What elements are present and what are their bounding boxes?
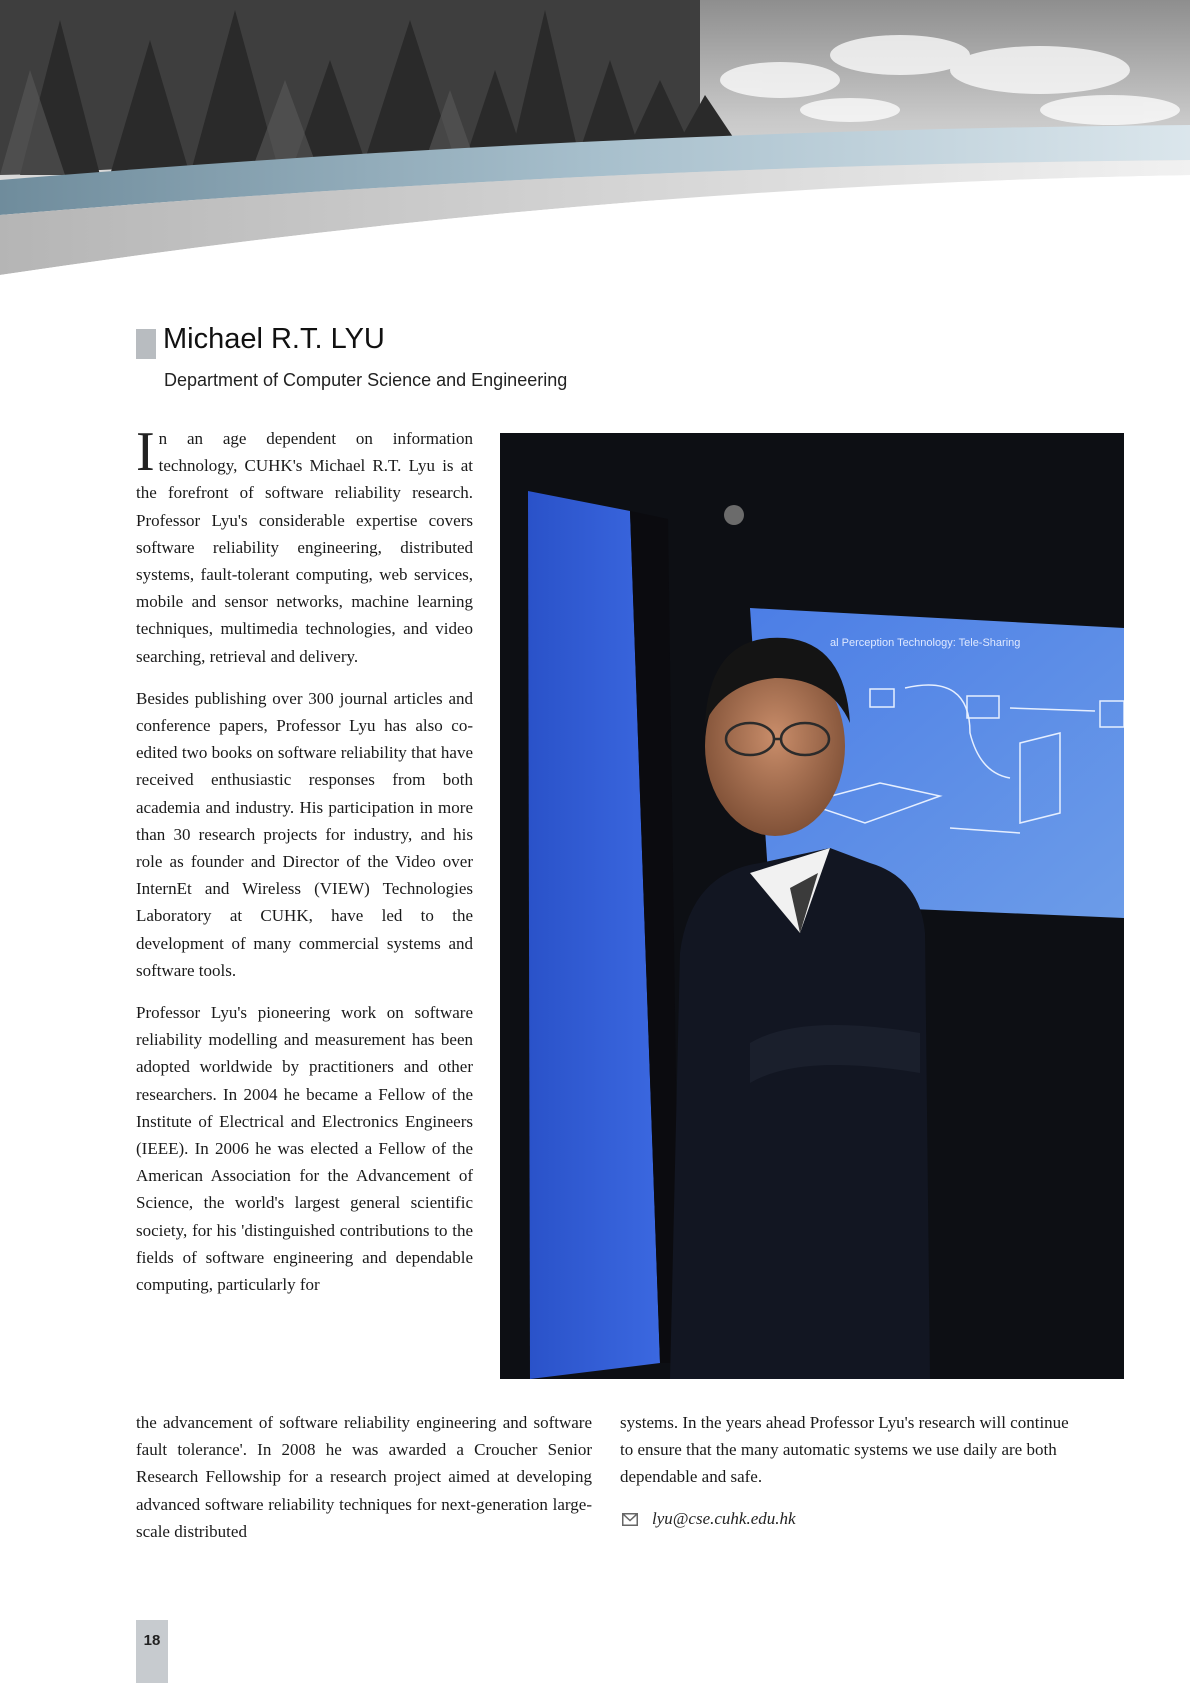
title-accent-bar	[136, 329, 156, 359]
contact-email-row[interactable]	[622, 1509, 796, 1529]
department-name: Department of Computer Science and Engineering	[164, 370, 568, 390]
article-paragraph-3: Professor Lyu's pioneering work on software reliability modelling and measurement has been adopted worldwide by practitioners and other researchers. In 2004 he became a Fellow of the Institute of Electrical and Electronics Engineers (IEEE). In 2006 he was elected a Fellow of the American Association for the Advancement of Science, the world's largest general scientific society, for his 'distinguished contributions to the fields of software engineering and dependable computing, particularly for	[136, 1003, 473, 1295]
article-paragraph-1-text: n an age dependent on information technology, CUHK's Michael R.T. Lyu is at the forefront of software reliability research. Professor Lyu's considerable expertise covers software reliability engineering, distributed systems, fault-tolerant computing, web services, mobile and sensor networks, machine learning techniques, multimedia technologies, and video searching, retrieval and delivery.	[136, 429, 473, 666]
article-paragraph-2: Besides publishing over 300 journal articles and conference papers, Professor Lyu has also co-edited two books on software reliability that have received enthusiastic responses from both academia and industry. His participation in more than 30 research projects for industry, and his role as founder and Director of the Video over InternEt and Wireless (VIEW) Technologies Laboratory at CUHK, have led to the development of many commercial systems and software tools.	[136, 688, 473, 980]
article-narrow-column	[136, 421, 473, 1313]
header-banner-image	[0, 0, 1190, 290]
email-link[interactable]: lyu@cse.cuhk.edu.hk	[652, 1509, 796, 1528]
drop-cap: I	[136, 421, 155, 483]
article-paragraph-3-continued: the advancement of software reliability engineering and software fault tolerance'. In 2008 he was awarded a Croucher Senior Research Fellowship for a research project aimed at developing advanced software reliability techniques for next-generation large-scale distributed	[136, 1413, 592, 1541]
slide-title: al Perception Technology: Tele-Sharing	[830, 637, 1021, 649]
page-number-box	[136, 1620, 168, 1683]
portrait-photo	[500, 433, 1124, 1379]
profile-name: Michael R.T. LYU	[163, 323, 385, 355]
page-number: 18	[143, 1632, 161, 1649]
mail-icon	[622, 1513, 638, 1526]
article-paragraph-3-end: systems. In the years ahead Professor Lyu's research will continue to ensure that the many automatic systems we use daily are both dependable and safe.	[620, 1413, 1069, 1487]
article-paragraph-1	[136, 421, 473, 670]
